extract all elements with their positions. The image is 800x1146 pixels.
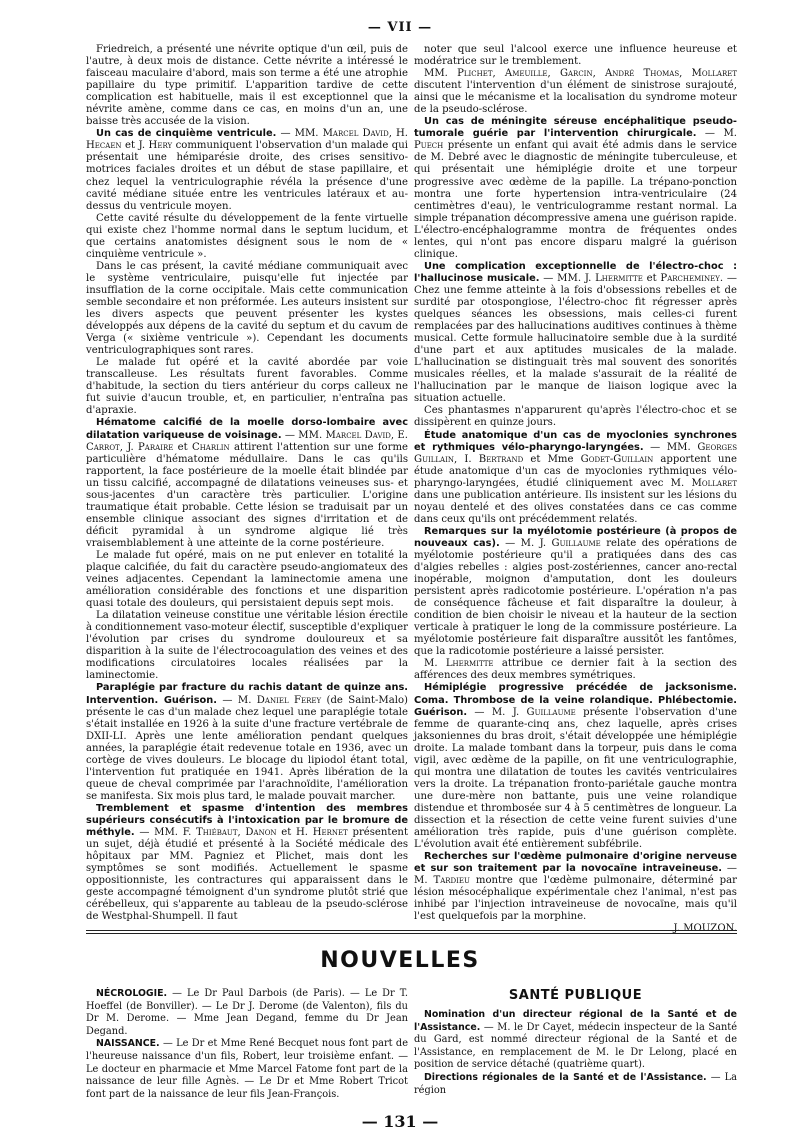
paragraph: [414, 1009, 737, 1072]
news-title: Directions régionales de la Santé et de l'Assistance.: [424, 1071, 707, 1083]
body-text: Cette cavité résulte du développement de la fente virtuelle qui existe chez l'homme normal dans le septum lucidum, et que certains anatomistes désignent sous le nom de « cinquième ventricule ».: [86, 212, 408, 260]
article-title: Hématome calcifié de la moelle dorso-lombaire avec dilatation variqueuse de voisinage.: [86, 417, 408, 441]
body-text: ,: [592, 68, 605, 80]
article-title: Hémiplégie progressive précédée de jacksonisme. Coma. Thrombose de la veine rolandique. Phlébectomie. Guérison.: [414, 682, 737, 718]
body-text: — MM.: [643, 441, 698, 453]
body-text: — MM.: [276, 128, 323, 140]
author-name: André Thomas: [604, 68, 680, 80]
nouvelles-left-column: [86, 988, 408, 1101]
body-text: Ces phantasmes n'apparurent qu'après l'électro-choc et se dissipèrent en quinze jours.: [414, 405, 737, 429]
body-text: ,: [237, 827, 246, 839]
body-text: présentent un sujet, déjà étudié et présenté à la Société médicale des hôpitaux par MM. Pagniez et Plichet, mais dont les symptômes se sont modifiés. Actuellement le spasme oppositionniste, les contractures qui apparaissent dans le geste accompagné témoignent d'un syndrome plutôt strié que cérébelleux, qui s'apparente au tableau de la pseudo-sclérose de Westphal-Shumpell. Il faut: [86, 827, 408, 923]
body-text: M.: [424, 658, 446, 670]
paragraph: [414, 261, 737, 406]
body-text: — Le Dr et Mme René Becquet nous font part de l'heureuse naissance d'un fils, Robert, leur troisième enfant. — Le docteur en pharmacie et Mme Marcel Fatome font part de la naissance de leur fille Agnès. — Le Dr et Mme Robert Tricot font part de la naissance de leur fils Jean-François.: [86, 1038, 408, 1100]
article-title: Remarques sur la myélotomie postérieure (à propos de nouveaux cas).: [414, 525, 737, 549]
sante-publique-heading: SANTÉ PUBLIQUE: [508, 988, 643, 1003]
body-text: apportent une étude anatomique d'un cas de myoclonies rythmiques vélo-pharyngo-laryngées, étudié cliniquement avec M.: [414, 453, 738, 489]
body-text: dans une publication antérieure. Ils insistent sur les lésions du noyau dentelé et des olives constatées dans ce cas comme dans ceux qu'ils ont précédemment relatés.: [414, 489, 737, 525]
article-title: Une complication exceptionnelle de l'électro-choc : l'hallucinose musicale.: [414, 260, 737, 284]
body-text: et: [276, 827, 296, 839]
author-name: I. Bertrand: [464, 453, 524, 465]
body-text: (de Saint-Malo) présente le cas d'un malade chez lequel une paraplégie totale s'était installée en 1926 à la suite d'une fracture vertébrale de DXII-LI. Après une lente amélioration pendant quelques années, la paraplégie était redevenue totale en 1936, avec un cortège de vives douleurs. Le blocage du lipiodol étant total, l'intervention fut pratiquée en 1941. Après libération de la queue de cheval comprimée par l'arachnoïdite, l'amélioration se manifesta. Six mois plus tard, le malade pouvait marcher.: [86, 694, 408, 802]
author-name: J. Lhermitte: [584, 272, 643, 284]
paragraph: [414, 116, 737, 261]
article-title: Un cas de méningite séreuse encéphalitique pseudo-tumorale guérie par l'intervention chirurgicale.: [414, 116, 737, 140]
author-name: Godet-Guillain: [580, 453, 654, 465]
body-text: Friedreich, a présenté une névrite optique d'un œil, puis de l'autre, à deux mois de distance. Cette névrite a intéressé le faisceau maculaire d'abord, mais son terme a été une atrophie papillaire du type primitif. L'apparition tardive de cette complication est habituelle, mais il est exceptionnel que la névrite amène, comme dans ce cas, en moins d'un an, une baisse très accusée de la vision.: [86, 44, 408, 128]
author-name: J. Guillaume: [512, 706, 576, 718]
paragraph: [414, 44, 737, 68]
body-text: — Le Dr Paul Darbois (de Paris). — Le Dr T. Hoeffel (de Bonviller). — Le Dr J. Derome (de Valenton), fils du Dr M. Derome. — Mme Jean Degand, femme du Dr Jean Degand.: [86, 988, 408, 1037]
paragraph: [86, 261, 408, 357]
author-name: Plichet: [457, 68, 493, 80]
body-text: ,: [547, 68, 560, 80]
body-text: — MM.: [539, 272, 585, 284]
paragraph: [414, 658, 737, 682]
body-text: — M.: [467, 706, 513, 718]
page-number: — 131 —: [361, 1112, 439, 1131]
paragraph: [86, 988, 408, 1038]
author-name: Mollaret: [691, 68, 738, 80]
body-text: et: [642, 272, 661, 284]
body-text: — MM.: [134, 827, 183, 839]
left-column: [86, 44, 408, 923]
author-name: Mollaret: [691, 477, 737, 489]
author-name: J. Paraire: [127, 441, 174, 453]
body-text: — La région: [414, 1071, 737, 1096]
paragraph: [86, 610, 408, 682]
body-text: attirent l'attention sur une forme particulière d'hématome médullaire. Dans le cas qu'ils rapportent, la face postérieure de la moelle était blindée par un tissu calcifié, accompagné de dilatations veineuses sus- et sous-jacentes d'un caractère très particulier. L'origine traumatique était probable. Cette lésion se traduisait par un ensemble clinique associant des signes d'irritation et de déficit pyramidal à un syndrome algique lié très vraisemblablement à une atteinte de la corne postérieure.: [86, 441, 409, 549]
body-text: communiquent l'observation d'un malade qui présentait une hémiparésie droite, des crises sensitivo-motrices faciales droites et un début de stase papillaire, et chez lequel la ventriculographie révéla la présence d'une cavité médiane située entre les ventricules latéraux et au-dessus du ventricule moyen.: [86, 140, 408, 212]
body-text: ,: [390, 429, 398, 441]
paragraph: [86, 417, 408, 550]
author-name: Charlin: [191, 441, 230, 453]
body-text: Dans le cas présent, la cavité médiane communiquait avec le système ventriculaire, puisqu'elle fut injectée par insufflation de la corne occipitale. Mais cette communication semble secondaire et non préformée. Les auteurs insistent sur les divers aspects que peuvent présenter les kystes développés aux dépens de la cavité du septum et du cavum de Verga (« sixième ventricule »). Cependant les documents ventriculographiques sont rares.: [86, 260, 408, 357]
body-text: ,: [679, 68, 692, 80]
body-text: — M. le Dr Cayet, médecin inspecteur de la Santé du Gard, est nommé directeur régional de la Santé et de l'Assistance, en remplacement de M. le Dr Lelong, placé en position de service détaché (quatrième quart).: [414, 1021, 737, 1071]
section-divider-bottom: [86, 933, 737, 934]
author-name: Marcel David: [325, 429, 391, 441]
paragraph: [86, 803, 408, 923]
paragraph: [414, 1072, 737, 1097]
body-text: et: [121, 140, 139, 152]
paragraph: [86, 1038, 408, 1101]
news-title: NAISSANCE.: [96, 1038, 160, 1050]
author-name: H. Hernet: [296, 827, 348, 839]
author-name: E. Carrot: [86, 429, 408, 453]
author-name: Daniel Ferey: [256, 694, 322, 706]
paragraph: [414, 682, 737, 851]
body-text: MM.: [424, 68, 458, 80]
nouvelles-heading: NOUVELLES: [320, 948, 480, 973]
body-text: La dilatation veineuse constitue une véritable lésion érectile à conditionnement vaso-moteur électif, susceptible d'expliquer l'évolution par crises du syndrome douloureux et sa disparition à la suite de l'électrocoagulation des veines et des modifications circulatoires locales réalisées par la laminectomie.: [86, 610, 408, 682]
body-text: — M.: [216, 694, 257, 706]
body-text: et: [173, 441, 192, 453]
paragraph: [86, 128, 408, 212]
author-name: Marcel David: [322, 128, 389, 140]
body-text: présente l'observation d'une femme de quarante-cinq ans, chez laquelle, après crises jaksoniennes du bras droit, s'était développée une hémiplégie droite. La malade tombant dans la torpeur, puis dans le coma vigil, avec œdème de la papille, on fit une ventriculographie, qui montra une dilatation de toutes les cavités ventriculaires vers la droite. La trépanation fronto-pariétale gauche montra une dure-mère non battante, puis une veine rolandique distendue et thrombosée sur 4 à 5 centimètres de longueur. La dissection et la résection de cette veine furent suivies d'une amélioration très rapide, puis d'une guérison complète. L'évolution avait été entièrement subfébrile.: [414, 706, 738, 851]
author-name: Lhermitte: [445, 658, 494, 670]
body-text: — MM.: [281, 429, 326, 441]
news-title: NÉCROLOGIE.: [96, 988, 168, 999]
author-name: Garcin: [559, 68, 593, 80]
article-title: Étude anatomique d'un cas de myoclonies synchrones et rythmiques vélo-pharyngo-laryngées.: [414, 429, 737, 453]
author-name: Ameuille: [504, 68, 548, 80]
right-column: [414, 44, 737, 935]
news-title: Nomination d'un directeur régional de la Santé et de l'Assistance.: [414, 1009, 737, 1033]
body-text: ,: [388, 128, 396, 140]
body-text: — M.: [414, 863, 737, 887]
body-text: et Mme: [523, 453, 581, 465]
author-name: Danon: [245, 827, 277, 839]
body-text: — M.: [696, 128, 738, 140]
body-text: discutent l'intervention d'un élément de sinistrose surajouté, ainsi que le mécanisme et la localisation du syndrome moteur de la pseudo-sclérose.: [414, 80, 737, 116]
author-name: J. Guillaume: [539, 537, 601, 549]
author-name: Puech: [414, 140, 444, 152]
body-text: Le malade fut opéré et la cavité abordée par voie transcalleuse. Les résultats furent favorables. Comme d'habitude, la section du tiers antérieur du corps calleux ne fut suivie d'aucun trouble, et, en particulier, n'entraîna pas d'apraxie.: [86, 357, 408, 417]
author-name: H. Hecaen: [86, 128, 408, 152]
article-title: Paraplégie par fracture du rachis datant de quinze ans. Intervention. Guérison.: [86, 682, 408, 706]
body-text: noter que seul l'alcool exerce une influence heureuse et modératrice sur le tremblement.: [414, 44, 737, 68]
body-text: . — Chez une femme atteinte à la fois d'obsessions rebelles et de surdité par otospongiose, l'électro-choc fit régresser après quelques séances les obsessions, mais celles-ci furent remplacées par des hallucinations auditives continues à thème musical. Cette formule hallucinatoire semble due à la surdité d'une part et aux aptitudes musicales de la malade. L'hallucination se distinguait très mal souvent des sonorités musicales réelles, et la malade s'assurait de la réalité de l'hallucination par le manque de liaison logique avec la situation actuelle.: [414, 272, 737, 405]
body-text: montre que l'œdème pulmonaire, déterminé par lésion mésocéphalique expérimentale chez l'animal, n'est pas inhibé par l'injection intraveineuse de novocaïne, mais qu'il l'est quelquefois par la morphine.: [414, 875, 737, 923]
body-text: présente un enfant qui avait été admis dans le service de M. Debré avec le diagnostic de méningite tuberculeuse, et qui présentait une hémiplégie droite et une torpeur progressive avec œdème de la papille. La trépano-ponction montra une forte hypertension intra-ventriculaire (24 centimètres d'eau), le ventriculogramme restant normal. La simple trépanation décompressive amena une guérison rapide. L'électro-encéphalogramme montra de fréquentes ondes lentes, qui n'ont pas encore disparu malgré la guérison clinique.: [414, 140, 737, 260]
paragraph: [414, 851, 737, 935]
body-text: ,: [492, 68, 505, 80]
body-text: ,: [453, 453, 465, 465]
paragraph: [86, 550, 408, 610]
paragraph: [414, 405, 737, 429]
author-name: J. Hery: [138, 140, 173, 152]
paragraph: [86, 357, 408, 417]
author-name: Tardieu: [433, 875, 470, 887]
body-text: relate des opérations de myélotomie postérieure qu'il a pratiquées dans des cas d'algies rebelles : algies post-zostériennes, cancer ano-rectal inopérable, moignon d'amputation, dont les douleurs persistent après radicotomie postérieure. L'opération n'a pas de conséquence fâcheuse et fait disparaître la douleur, à condition de bien choisir le niveau et la hauteur de la section verticale à pratiquer le long de la commissure postérieure. La myélotomie postérieure fait disparaître aussitôt les fantômes, que la radicotomie postérieure a laissé persister.: [414, 537, 738, 658]
paragraph: [414, 68, 737, 116]
author-name: Parcheminey: [660, 272, 720, 284]
author-name: F. Thiébaut: [182, 827, 238, 839]
article-title: Tremblement et spasme d'intention des membres supérieurs consécutifs à l'intoxication par le bromure de méthyle.: [86, 802, 408, 839]
body-text: ,: [119, 441, 128, 453]
body-text: attribue ce dernier fait à la section des afférences des deux membres symétriques.: [414, 658, 737, 682]
body-text: Le malade fut opéré, mais on ne put enlever en totalité la plaque calcifiée, du fait du caractère pseudo-angiomateux des veines adjacentes. Cependant la laminectomie amena une amélioration considérable des fonctions et une disparition quasi totale des douleurs, qui persistaient depuis sept mois.: [86, 549, 408, 610]
nouvelles-right-column: [414, 988, 737, 1097]
paragraph: [86, 682, 408, 802]
article-title: Un cas de cinquième ventricule.: [96, 128, 277, 140]
paragraph: [86, 213, 408, 261]
paragraph: [86, 44, 408, 128]
page-header-roman: — VII —: [367, 20, 433, 35]
article-title: Recherches sur l'œdème pulmonaire d'origine nerveuse et sur son traitement par la novocaïne intraveineuse.: [414, 851, 737, 875]
paragraph: [414, 430, 737, 526]
author-name: Georges Guillain: [414, 441, 737, 465]
section-divider-top: [86, 930, 737, 931]
body-text: — M.: [499, 537, 540, 549]
paragraph: [414, 526, 737, 659]
author-signature: J. MOUZON.: [673, 923, 737, 935]
